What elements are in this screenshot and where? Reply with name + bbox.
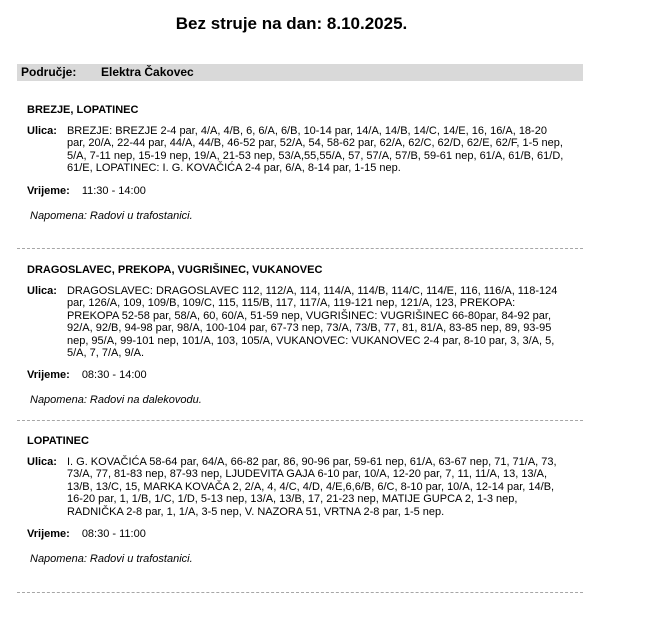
outage-title: LOPATINEC bbox=[27, 435, 89, 447]
street-list: I. G. KOVAČIĆA 58-64 par, 64/A, 66-82 par, 86, 90-96 par, 59-61 nep, 61/A, 63-67 nep, 71, 71/A, 73, 73/A, 77, 81-83 nep, 87-93 nep, LJUDEVITA GAJA 6-10 par, 10/A, 12-20 par, 7, 11, 11/A, 13, 13/A, 13/B, 13/C, 15, MARKA KOVAČA 2, 2/A, 4, 4/C, 4/D, 4/E,6,6/B, 6/C, 8-10 par, 10/A, 12-14 par, 14/B, 16-20 par, 1, 1/B, 1/C, 1/D, 5-13 nep, 13/A, 13/B, 17, 21-23 nep, MATIJE GUPCA 2, 1-3 nep, RADNIČKA 2-8 par, 1, 1/A, 3-5 nep, V. NAZORA 51, VRTNA 2-8 par, 1-5 nep. bbox=[66, 456, 557, 518]
time-value: 08:30 - 11:00 bbox=[81, 528, 146, 541]
street-row bbox=[27, 456, 574, 518]
outage-note: Napomena: Radovi u trafostanici. bbox=[30, 209, 193, 222]
outage-title: BREZJE, LOPATINEC bbox=[27, 104, 139, 116]
section-divider bbox=[17, 248, 583, 249]
time-row bbox=[27, 185, 574, 197]
street-list: BREZJE: BREZJE 2-4 par, 4/A, 4/B, 6, 6/A, 6/B, 10-14 par, 14/A, 14/B, 14/C, 14/E, 16, 16/A, 18-20 par, 20/A, 22-44 par, 44/A, 44/B, 46-52 par, 52/A, 54, 58-62 par, 62/A, 62/C, 62/D, 62/E, 62/F, 1-5 nep, 5/A, 7-11 nep, 15-19 nep, 19/A, 21-53 nep, 53/A,55,55/A, 57, 57/A, 57/B, 59-61 nep, 61/A, 61/B, 61/D, 61/E, LOPATINEC: I. G. KOVAČIĆA 2-4 par, 6/A, 8-14 par, 1-15 nep. bbox=[66, 125, 564, 175]
section-divider bbox=[17, 592, 583, 593]
outage-note: Napomena: Radovi u trafostanici. bbox=[30, 553, 193, 566]
time-label: Vrijeme: bbox=[27, 184, 70, 197]
time-label: Vrijeme: bbox=[27, 369, 70, 382]
time-label: Vrijeme: bbox=[27, 528, 70, 541]
section-divider bbox=[17, 420, 583, 421]
outage-note: Napomena: Radovi na dalekovodu. bbox=[30, 394, 202, 407]
outage-section bbox=[27, 435, 574, 565]
outage-section bbox=[27, 104, 574, 222]
street-label: Ulica: bbox=[27, 456, 57, 468]
area-bar bbox=[17, 64, 583, 81]
time-value: 08:30 - 14:00 bbox=[81, 369, 147, 382]
time-row bbox=[27, 528, 574, 540]
street-label: Ulica: bbox=[27, 125, 57, 137]
page-title: Bez struje na dan: 8.10.2025. bbox=[175, 14, 408, 33]
area-label: Područje: bbox=[21, 65, 77, 79]
street-row bbox=[27, 125, 574, 175]
outage-title: DRAGOSLAVEC, PREKOPA, VUGRIŠINEC, VUKANOVEC bbox=[27, 264, 323, 276]
area-value: Elektra Čakovec bbox=[101, 65, 194, 79]
time-row bbox=[27, 369, 574, 381]
time-value: 11:30 - 14:00 bbox=[81, 184, 146, 197]
outage-section bbox=[27, 264, 574, 406]
street-list: DRAGOSLAVEC: DRAGOSLAVEC 112, 112/A, 114, 114/A, 114/B, 114/C, 114/E, 116, 116/A, 118-124 par, 126/A, 109, 109/B, 109/C, 115, 115/B, 117, 117/A, 119-121 nep, 121/A, 123, PREKOPA: PREKOPA 52-58 par, 58/A, 60, 60/A, 51-59 nep, VUGRIŠINEC: VUGRIŠINEC 66-80par, 84-92 par, 92/A, 92/B, 94-98 par, 98/A, 100-104 par, 67-73 nep, 73/A, 73/B, 77, 81, 81/A, 83-85 nep, 89, 93-95 nep, 95/A, 99-101 nep, 101/A, 103, 105/A, VUKANOVEC: VUKANOVEC 2-4 par, 8-10 par, 3, 3/A, 5, 5/A, 7, 7/A, 9/A. bbox=[66, 285, 558, 360]
street-label: Ulica: bbox=[27, 285, 57, 297]
street-row bbox=[27, 285, 574, 359]
